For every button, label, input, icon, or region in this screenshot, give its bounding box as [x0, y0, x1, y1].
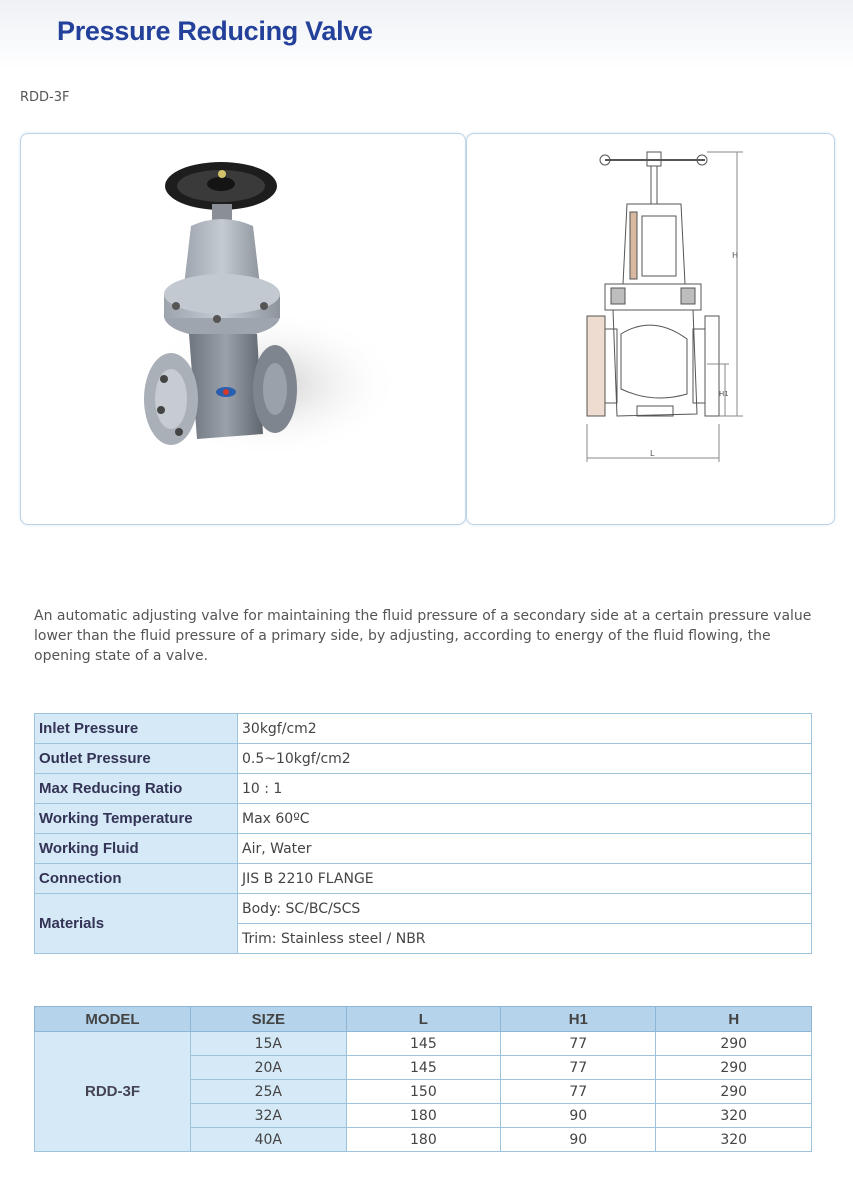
h-cell: 320: [656, 1104, 812, 1128]
model-name-cell: RDD-3F: [35, 1032, 191, 1152]
h1-cell: 77: [501, 1056, 656, 1080]
technical-drawing-panel: [466, 133, 835, 525]
spec-value: Body: SC/BC/SCS: [238, 894, 812, 924]
column-header-h: H: [656, 1007, 812, 1032]
size-cell: 25A: [191, 1080, 347, 1104]
dimensions-table: [34, 1006, 812, 1152]
column-header-l: L: [346, 1007, 501, 1032]
size-cell: 32A: [191, 1104, 347, 1128]
spec-value: Trim: Stainless steel / NBR: [238, 924, 812, 954]
spec-row: [35, 804, 812, 834]
l-cell: 150: [346, 1080, 501, 1104]
column-header-size: SIZE: [191, 1007, 347, 1032]
spec-label: Materials: [35, 894, 238, 954]
valve-drawing: [467, 134, 834, 524]
spec-label: Outlet Pressure: [35, 744, 238, 774]
spec-row: [35, 894, 812, 924]
l-cell: 145: [346, 1032, 501, 1056]
spec-value: 30kgf/cm2: [238, 714, 812, 744]
spec-label: Max Reducing Ratio: [35, 774, 238, 804]
spec-label: Working Fluid: [35, 834, 238, 864]
spec-row: [35, 714, 812, 744]
spec-row: [35, 774, 812, 804]
spec-value: 10 : 1: [238, 774, 812, 804]
h1-cell: 90: [501, 1104, 656, 1128]
l-cell: 145: [346, 1056, 501, 1080]
column-header-h1: H1: [501, 1007, 656, 1032]
size-cell: 15A: [191, 1032, 347, 1056]
spec-value: Air, Water: [238, 834, 812, 864]
dim-label-H: H: [732, 251, 739, 260]
spec-label: Inlet Pressure: [35, 714, 238, 744]
table-row: [35, 1032, 812, 1056]
h-cell: 320: [656, 1128, 812, 1152]
spec-row: [35, 834, 812, 864]
spec-value: 0.5~10kgf/cm2: [238, 744, 812, 774]
h-cell: 290: [656, 1032, 812, 1056]
spec-label: Connection: [35, 864, 238, 894]
dim-label-L: L: [650, 449, 655, 458]
valve-photo: [21, 134, 465, 524]
product-description: An automatic adjusting valve for maintaining the fluid pressure of a secondary side at a certain pressure value lower than the fluid pressure of a primary side, by adjusting, according to energy of the fluid flowing, the opening state of a valve.: [34, 608, 812, 664]
dim-label-H1: H1: [719, 390, 729, 398]
spec-row: [35, 744, 812, 774]
h1-cell: 77: [501, 1032, 656, 1056]
spec-value: Max 60ºC: [238, 804, 812, 834]
h-cell: 290: [656, 1056, 812, 1080]
h1-cell: 90: [501, 1128, 656, 1152]
spec-label: Working Temperature: [35, 804, 238, 834]
h1-cell: 77: [501, 1080, 656, 1104]
page-title: Pressure Reducing Valve: [57, 16, 373, 46]
model-code: RDD-3F: [20, 90, 70, 105]
spec-value: JIS B 2210 FLANGE: [238, 864, 812, 894]
l-cell: 180: [346, 1104, 501, 1128]
size-cell: 40A: [191, 1128, 347, 1152]
h-cell: 290: [656, 1080, 812, 1104]
specification-table: [34, 713, 812, 954]
spec-row: [35, 864, 812, 894]
dimensions-header-row: [35, 1007, 812, 1032]
l-cell: 180: [346, 1128, 501, 1152]
column-header-model: MODEL: [35, 1007, 191, 1032]
product-photo-panel: [20, 133, 466, 525]
size-cell: 20A: [191, 1056, 347, 1080]
